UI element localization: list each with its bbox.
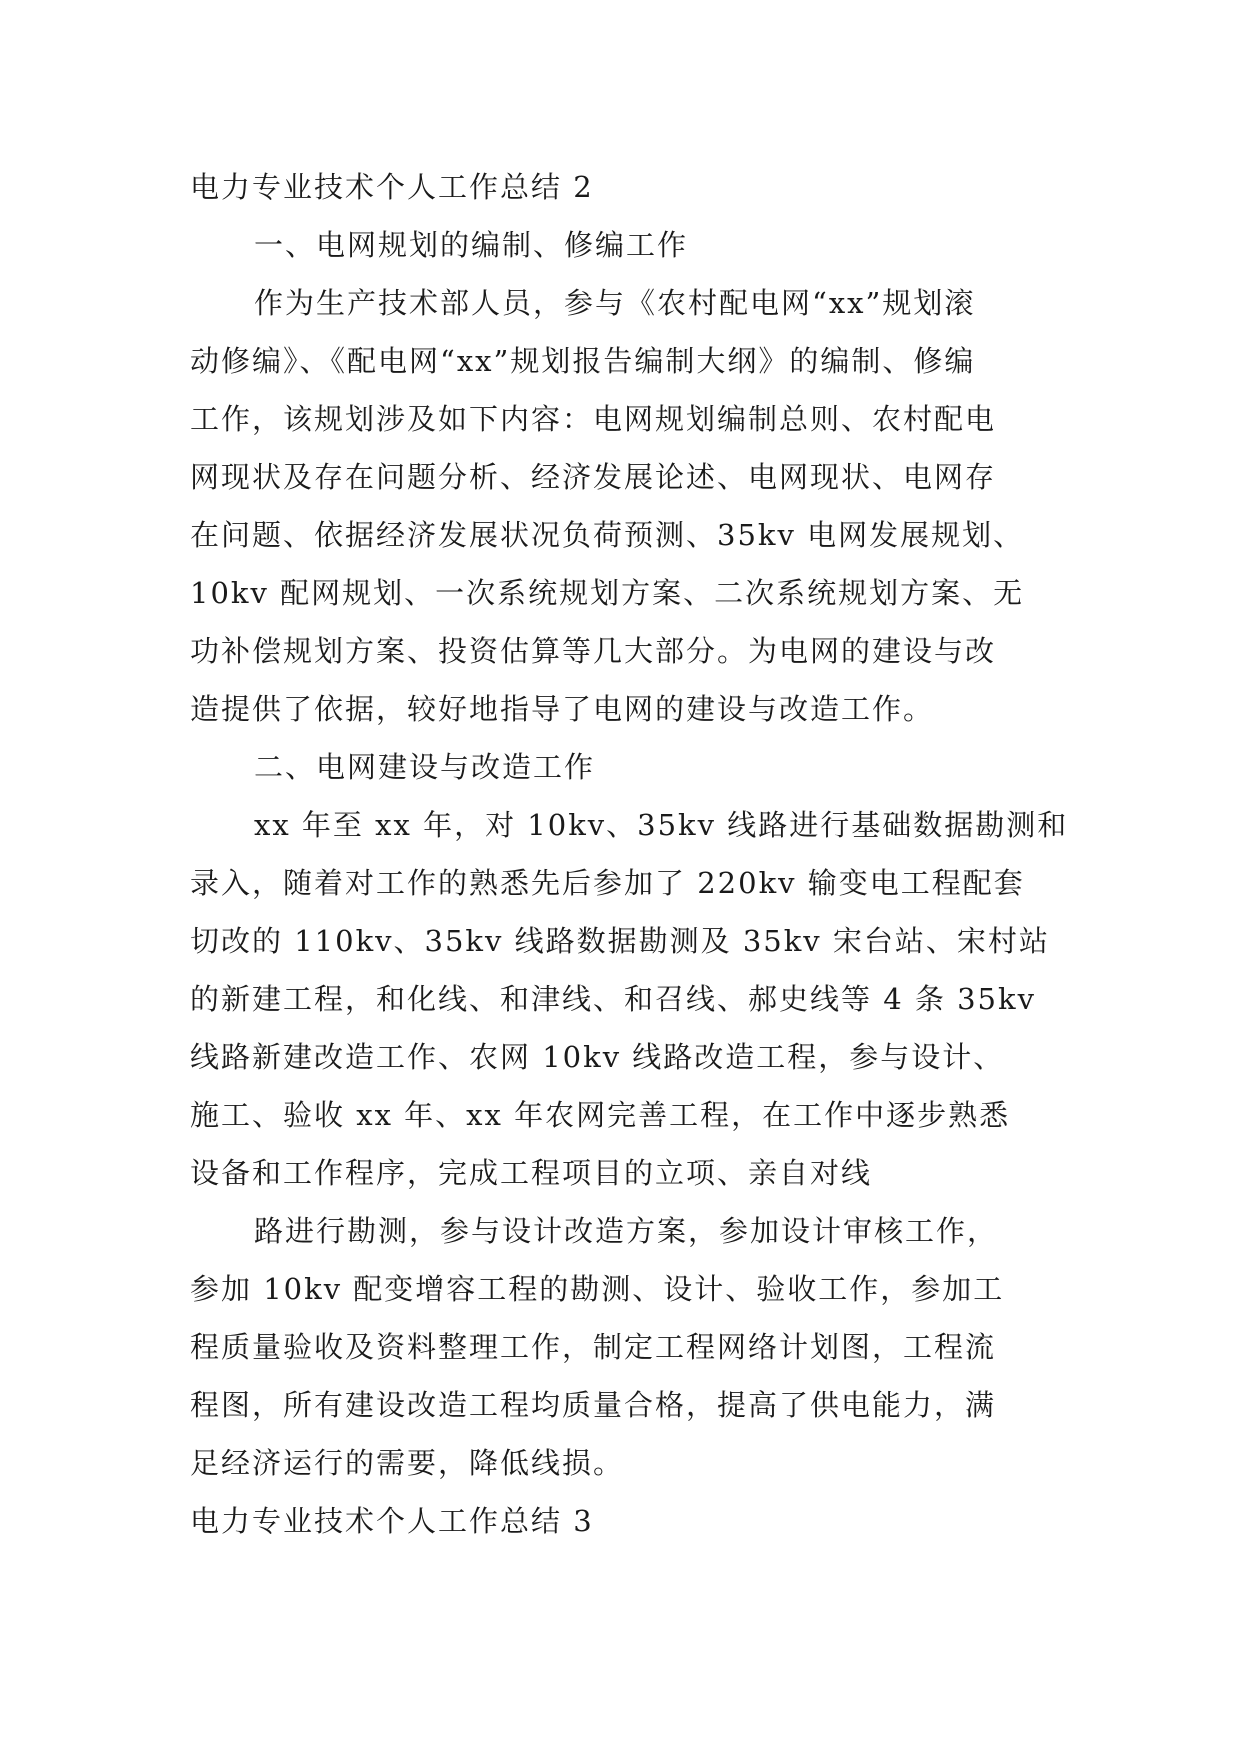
text-line: 施工、验收 xx 年、xx 年农网完善工程，在工作中逐步熟悉: [190, 1098, 1011, 1132]
text-line: 10kv 配网规划、一次系统规划方案、二次系统规划方案、无: [190, 576, 1025, 610]
text-line: 的新建工程，和化线、和津线、和召线、郝史线等 4 条 35kv: [190, 982, 1036, 1016]
text-line: 二、电网建设与改造工作: [254, 750, 596, 784]
text-line: 工作，该规划涉及如下内容：电网规划编制总则、农村配电: [190, 402, 997, 436]
text-line: 线路新建改造工作、农网 10kv 线路改造工程，参与设计、: [190, 1040, 1005, 1074]
text-line: 切改的 110kv、35kv 线路数据勘测及 35kv 宋台站、宋村站: [190, 924, 1050, 958]
text-line: 在问题、依据经济发展状况负荷预测、35kv 电网发展规划、: [190, 518, 1025, 552]
section-heading: 电力专业技术个人工作总结 2: [190, 170, 594, 204]
text-line: 作为生产技术部人员，参与《农村配电网“xx”规划滚: [254, 286, 976, 320]
text-line: 造提供了依据，较好地指导了电网的建设与改造工作。: [190, 692, 935, 726]
text-line: 录入，随着对工作的熟悉先后参加了 220kv 输变电工程配套: [190, 866, 1025, 900]
text-line: xx 年至 xx 年，对 10kv、35kv 线路进行基础数据勘测和: [254, 808, 1069, 842]
text-line: 足经济运行的需要，降低线损。: [190, 1446, 625, 1480]
section-heading: 电力专业技术个人工作总结 3: [190, 1504, 594, 1538]
text-line: 程质量验收及资料整理工作，制定工程网络计划图，工程流: [190, 1330, 997, 1364]
document-body: [190, 158, 1070, 1550]
text-line: 网现状及存在问题分析、经济发展论述、电网现状、电网存: [190, 460, 997, 494]
text-line: 一、电网规划的编制、修编工作: [254, 228, 689, 262]
text-line: 功补偿规划方案、投资估算等几大部分。为电网的建设与改: [190, 634, 997, 668]
text-line: 程图，所有建设改造工程均质量合格，提高了供电能力，满: [190, 1388, 997, 1422]
text-line: 参加 10kv 配变增容工程的勘测、设计、验收工作，参加工: [190, 1272, 1005, 1306]
text-line: 设备和工作程序，完成工程项目的立项、亲自对线: [190, 1156, 873, 1190]
text-line: 动修编》、《配电网“xx”规划报告编制大纲》的编制、修编: [190, 344, 976, 378]
text-line: 路进行勘测，参与设计改造方案，参加设计审核工作，: [254, 1214, 999, 1248]
